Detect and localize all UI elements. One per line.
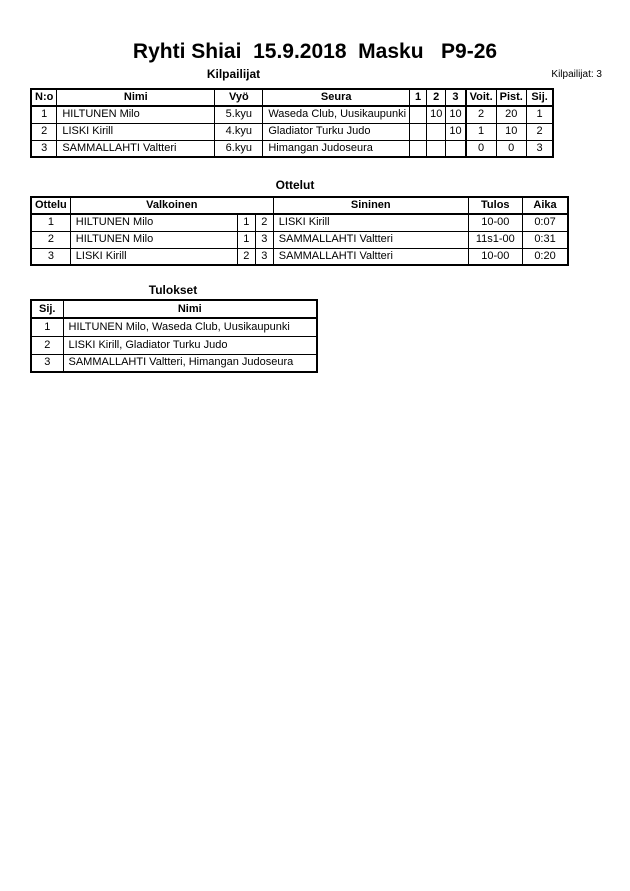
col-header-result: Tulos: [468, 197, 522, 214]
score-vs-2: 10: [427, 106, 446, 123]
blue-player-number: 3: [255, 248, 273, 265]
score-vs-2: [427, 123, 446, 140]
result-name: SAMMALLAHTI Valtteri, Himangan Judoseura: [63, 354, 317, 372]
competitors-section-title: Kilpailijat: [206, 67, 261, 81]
competitor-club: Himangan Judoseura: [263, 140, 410, 157]
match-time: 0:20: [522, 248, 568, 265]
col-header-points: Pist.: [496, 89, 526, 106]
col-header-1: 1: [410, 89, 427, 106]
table-row: [31, 248, 568, 265]
white-player-name: HILTUNEN Milo: [70, 214, 237, 231]
competitor-name: SAMMALLAHTI Valtteri: [57, 140, 215, 157]
competitor-wins: 2: [466, 106, 497, 123]
competitors-table: [30, 88, 554, 158]
competitor-points: 10: [496, 123, 526, 140]
col-header-belt: Vyö: [215, 89, 263, 106]
competitor-name: LISKI Kirill: [57, 123, 215, 140]
result-name: LISKI Kirill, Gladiator Turku Judo: [63, 336, 317, 354]
match-time: 0:07: [522, 214, 568, 231]
match-number: 2: [31, 231, 70, 248]
match-result: 10-00: [468, 214, 522, 231]
match-number: 3: [31, 248, 70, 265]
col-header-wins: Voit.: [466, 89, 497, 106]
competitor-points: 0: [496, 140, 526, 157]
results-header-row: [31, 300, 317, 318]
competitor-number: 1: [31, 106, 57, 123]
competitor-points: 20: [496, 106, 526, 123]
competitor-place: 1: [526, 106, 553, 123]
col-header-no: N:o: [31, 89, 57, 106]
results-section-title: Tulokset: [148, 283, 198, 297]
matches-table: [30, 196, 569, 266]
score-vs-2: [427, 140, 446, 157]
competitor-wins: 1: [466, 123, 497, 140]
result-place: 3: [31, 354, 63, 372]
table-row: [31, 354, 317, 372]
match-time: 0:31: [522, 231, 568, 248]
table-row: [31, 318, 317, 336]
col-header-white: Valkoinen: [70, 197, 273, 214]
page-title: Ryhti Shiai 15.9.2018 Masku P9-26: [132, 40, 498, 63]
score-vs-1: [410, 106, 427, 123]
score-vs-3: [446, 140, 466, 157]
match-result: 10-00: [468, 248, 522, 265]
table-row: [31, 231, 568, 248]
competitor-name: HILTUNEN Milo: [57, 106, 215, 123]
col-header-place: Sij.: [31, 300, 63, 318]
matches-section-title: Ottelut: [275, 178, 315, 192]
competitors-count: Kilpailijat: 3: [551, 69, 602, 80]
col-header-match-no: Ottelu: [31, 197, 70, 214]
match-result: 11s1-00: [468, 231, 522, 248]
col-header-name: Nimi: [57, 89, 215, 106]
result-name: HILTUNEN Milo, Waseda Club, Uusikaupunki: [63, 318, 317, 336]
white-player-number: 2: [237, 248, 255, 265]
blue-player-name: SAMMALLAHTI Valtteri: [273, 248, 468, 265]
col-header-2: 2: [427, 89, 446, 106]
competitor-place: 2: [526, 123, 553, 140]
table-row: [31, 336, 317, 354]
col-header-place: Sij.: [526, 89, 553, 106]
col-header-3: 3: [446, 89, 466, 106]
white-player-number: 1: [237, 214, 255, 231]
result-place: 2: [31, 336, 63, 354]
table-row: [31, 106, 553, 123]
col-header-club: Seura: [263, 89, 410, 106]
blue-player-name: LISKI Kirill: [273, 214, 468, 231]
blue-player-number: 2: [255, 214, 273, 231]
white-player-number: 1: [237, 231, 255, 248]
table-row: [31, 123, 553, 140]
competitor-number: 2: [31, 123, 57, 140]
competitor-place: 3: [526, 140, 553, 157]
table-row: [31, 214, 568, 231]
score-vs-3: 10: [446, 123, 466, 140]
competitors-header-row: [31, 89, 553, 106]
col-header-name: Nimi: [63, 300, 317, 318]
competitor-belt: 4.kyu: [215, 123, 263, 140]
score-vs-1: [410, 140, 427, 157]
competitor-belt: 5.kyu: [215, 106, 263, 123]
blue-player-name: SAMMALLAHTI Valtteri: [273, 231, 468, 248]
competitor-number: 3: [31, 140, 57, 157]
white-player-name: HILTUNEN Milo: [70, 231, 237, 248]
competitor-club: Waseda Club, Uusikaupunki: [263, 106, 410, 123]
col-header-blue: Sininen: [273, 197, 468, 214]
results-table: [30, 299, 318, 373]
white-player-name: LISKI Kirill: [70, 248, 237, 265]
blue-player-number: 3: [255, 231, 273, 248]
score-vs-1: [410, 123, 427, 140]
result-place: 1: [31, 318, 63, 336]
col-header-time: Aika: [522, 197, 568, 214]
competitor-club: Gladiator Turku Judo: [263, 123, 410, 140]
score-vs-3: 10: [446, 106, 466, 123]
matches-header-row: [31, 197, 568, 214]
competitor-belt: 6.kyu: [215, 140, 263, 157]
table-row: [31, 140, 553, 157]
competitor-wins: 0: [466, 140, 497, 157]
match-number: 1: [31, 214, 70, 231]
